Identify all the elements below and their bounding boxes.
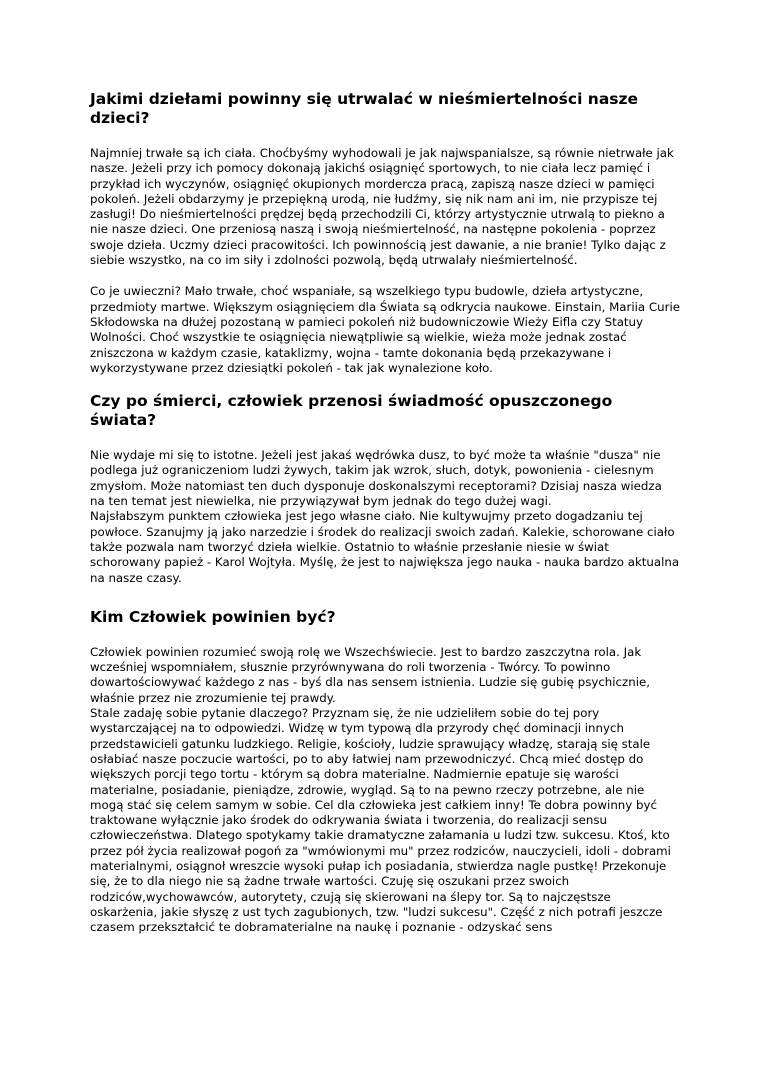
section-heading: Czy po śmierci, człowiek przenosi świadmość opuszczonego świata? [90, 392, 613, 430]
paragraph: Najmniej trwałe są ich ciała. Choćbyśmy wyhodowali je jak najwspanialsze, są równie nietrwałe jak nasze. Jeżeli przy ich pomocy dokonają jakichś osiągnięć sportowych, to nie ciała lecz pamięć i przykład ich wyczynów, osiągnięć okupionych mordercza pracą, zapiszą nasze dzieci w pamięci pokoleń. Jeżeli obdarzymy je przepiękną urodą, nie łudźmy, się nik nam ani im, nie przypisze tej zasługi! Do nieśmiertelności prędzej będą przechodzili Ci, którzy artystycznie utrwalą to piekno a nie nasze dzieci. One przeniosą naszą i swoją nieśmiertelność, na następne pokolenia - poprzez swoje dzieła. Uczmy dzieci pracowitości. Ich powinnością jest dawanie, a nie branie! Tylko dając z siebie wszystko, na co im siły i zdolności pozwolą, będą utrwalały nieśmiertelność. [90, 146, 674, 268]
section-heading: Jakimi dziełami powinny się utrwalać w nieśmiertelności nasze dzieci? [90, 90, 639, 127]
paragraph: Najsłabszym punktem człowieka jest jego własne ciało. Nie kultywujmy przeto dogadzaniu tej powłoce. Szanujmy ją jako narzedzie i środek do realizacji swoich zadań. Kalekie, schorowane ciało także pozwala nam tworzyć dzieła wielkie. Ostatnio to właśnie przesłanie niesie w świat schorowany papież - Karol Wojtyła. Myślę, że jest to największa jego nauka - nauka bardzo aktualna na nasze czasy. [90, 509, 680, 585]
section-heading: Kim Człowiek powinien być? [90, 607, 336, 626]
paragraph: Co je uwieczni? Mało trwałe, choć wspaniałe, są wszelkiego typu budowle, dzieła artystyczne, przedmioty martwe. Większym osiągnięciem dla Świata są odkrycia naukowe. Einstain, Mariia Curie Skłodowska na dłużej pozostaną w pamieci pokoleń niż budowniczowie Wieży Eifla czy Statuy Wolności. Choć wszystkie te osiągnięcia niewątpliwie są wielkie, wieża może jednak zostać zniszczona w każdym czasie, kataklizmy, wojna - tamte dokonania będą przekazywane i wykorzystywane przez dziesiątki pokoleń - tak jak wynalezione koło. [90, 284, 680, 375]
paragraph: Stale zadaję sobie pytanie dlaczego? Przyznam się, że nie udzieliłem sobie do tej pory wystarczającej na to odpowiedzi. Widzę w tym typową dla przyrody chęć dominacji innych przedstawicieli gatunku ludzkiego. Religie, kościoły, ludzie sprawujący władzę, starają się stale osłabiać nasze poczucie wartości, po to aby łatwiej nam przewodniczyć. Chcą mieć dostęp do większych porcji tego tortu - którym są dobra materialne. Nadmiernie epatuje się warości materialne, posiadanie, pieniądze, zdrowie, wygląd. Są to na pewno rzeczy potrzebne, ale nie mogą stać się celem samym w sobie. Cel dla człowieka jest całkiem inny! Te dobra powinny być traktowane wyłącznie jako środek do odkrywania świata i tworzenia, do realizacji sensu człowieczeństwa. Dlatego spotykamy takie dramatyczne załamania u ludzi tzw. sukcesu. Ktoś, kto przez pół życia realizował pogoń za "wmówionymi mu" przez rodziców, nauczycieli, idoli - dobrami materialnymi, osiągnoł wreszcie wysoki pułap ich posiadania, stwierdza nagle pustkę! Przekonuje się, że to dla niego nie są żadne trwałe wartości. Czuję się oszukani przez swoich rodziców,wychowawców, autorytety, czują się skierowani na ślepy tor. Są to najczęstsze oskarżenia, jakie słyszę z ust tych zagubionych, tzw. "ludzi sukcesu". Część z nich potrafi jeszcze czasem przekształcić te dobramaterialne na naukę i poznanie - odzyskać sens [90, 706, 671, 935]
paragraph: Nie wydaje mi się to istotne. Jeżeli jest jakaś wędrówka dusz, to być może ta właśnie "dusza" nie podlega już ograniczeniom ludzi żywych, takim jak wzrok, słuch, dotyk, powonienia - cielesnym zmysłom. Może natomiast ten duch dysponuje doskonalszymi receptorami? Dzisiaj nasza wiedza na ten temat jest niewielka, nie przywiązywał bym jednak do tego dużej wagi. [90, 448, 662, 509]
paragraph: Człowiek powinien rozumieć swoją rolę we Wszechświecie. Jest to bardzo zaszczytna rola. Jak wcześniej wspomniałem, słusznie przyrównywana do roli tworzenia - Twórcy. To powinno dowartościowywać każdego z nas - byś dla nas sensem istnienia. Ludzie się gubię psychicznie, właśnie przez nie zrozumienie tej prawdy. [90, 644, 651, 705]
document-page [90, 90, 680, 935]
